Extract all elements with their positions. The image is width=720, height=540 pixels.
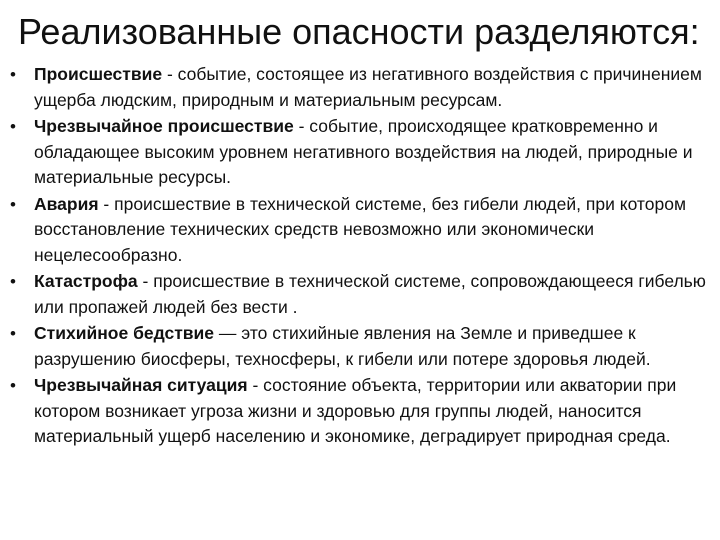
list-item (0, 62, 720, 113)
bullet-icon: • (10, 324, 16, 343)
bullet-icon: • (10, 272, 16, 291)
bullet-list (0, 62, 720, 451)
item-term: Чрезвычайная ситуация (34, 375, 248, 395)
item-term: Происшествие (34, 64, 163, 84)
item-description: - состояние объекта, территории или акватории при котором возникает угроза жизни и здоровью для группы людей, наносится материальный ущерб населению и экономике, деградирует природная среда. (34, 375, 677, 446)
item-description: - событие, происходящее кратковременно и обладающее высоким уровнем негативного воздействия на людей, природные и материальные ресурсы. (34, 116, 693, 187)
item-description: - событие, состоящее из негативного воздействия с причинением ущерба людским, природным и материальным ресурсам. (34, 64, 702, 110)
list-item (0, 114, 720, 191)
bullet-icon: • (10, 376, 16, 395)
bullet-icon: • (10, 65, 16, 84)
item-term: Чрезвычайное происшествие (34, 116, 294, 136)
item-description: - происшествие в технической системе, без гибели людей, при котором восстановление технических средств невозможно или экономически нецелесообразно. (34, 193, 686, 265)
bullet-icon: • (10, 117, 16, 136)
list-item (0, 269, 720, 320)
item-description: - происшествие в технической системе, сопровождающееся гибелью или пропажей людей без вести . (34, 271, 706, 317)
bullet-icon: • (10, 194, 16, 214)
list-item (0, 321, 720, 372)
item-term: Катастрофа (34, 271, 138, 291)
slide-title: Реализованные опасности разделяются: (18, 11, 700, 52)
list-item (0, 192, 720, 269)
item-description: — это стихийные явления на Земле и приведшее к разрушению биосферы, техносферы, к гибели или потере здоровья людей. (34, 323, 651, 369)
item-term: Стихийное бедствие (34, 323, 215, 343)
item-term: Авария (34, 193, 99, 214)
list-item (0, 373, 720, 450)
